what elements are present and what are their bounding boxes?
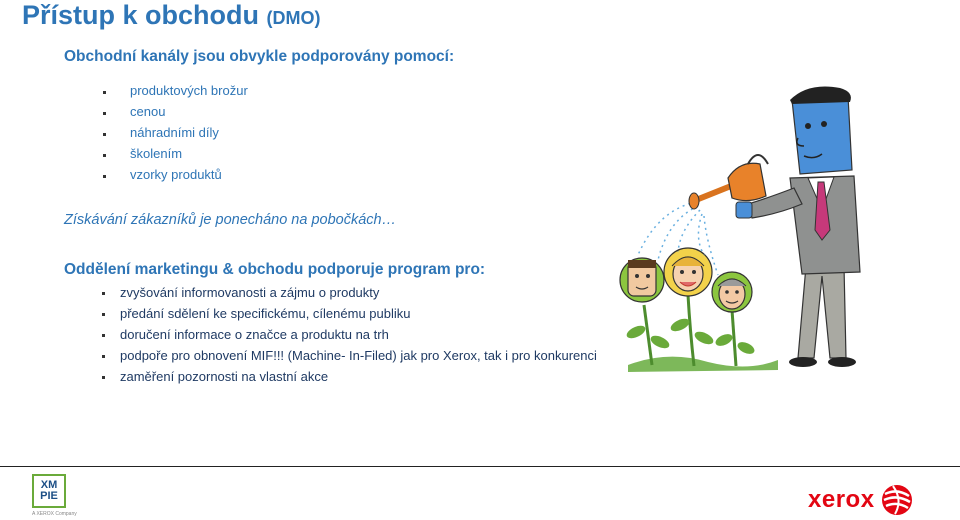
title-main: Přístup k obchodu (22, 0, 260, 30)
xmpie-subtitle: A XEROX Company (32, 511, 77, 517)
note-text: Získávání zákazníků je ponecháno na pobočkách… (64, 212, 397, 228)
title-suffix: (DMO) (266, 8, 321, 28)
section1-list (130, 82, 248, 187)
list-item: produktových brožur (130, 82, 248, 103)
list-item: zvyšování informovanosti a zájmu o produkty (120, 285, 597, 306)
list-item: zaměření pozornosti na vlastní akce (120, 369, 597, 390)
xerox-wordmark: xerox (808, 486, 875, 513)
list-item: předání sdělení ke specifickému, cílenému publiku (120, 306, 597, 327)
xerox-sphere-icon (881, 484, 913, 516)
xmpie-line2: PIE (40, 490, 58, 502)
list-item: podpoře pro obnovení MIF!!! (Machine- In-Filed) jak pro Xerox, tak i pro konkurenci (120, 348, 597, 369)
xmpie-line1: XM (40, 479, 58, 491)
section2-list (120, 285, 597, 390)
list-item: náhradními díly (130, 124, 248, 145)
list-item: cenou (130, 103, 248, 124)
xmpie-logo-icon (32, 474, 77, 517)
list-item: školením (130, 145, 248, 166)
list-item: vzorky produktů (130, 166, 248, 187)
section2-heading: Oddělení marketingu & obchodu podporuje program pro: (64, 261, 486, 278)
slide-title (22, 0, 321, 31)
watering-man-illustration (608, 80, 880, 380)
xerox-logo-icon (808, 484, 913, 516)
section1-heading: Obchodní kanály jsou obvykle podporovány pomocí: (64, 48, 455, 65)
list-item: doručení informace o značce a produktu na trh (120, 327, 597, 348)
footer-divider (0, 466, 960, 467)
